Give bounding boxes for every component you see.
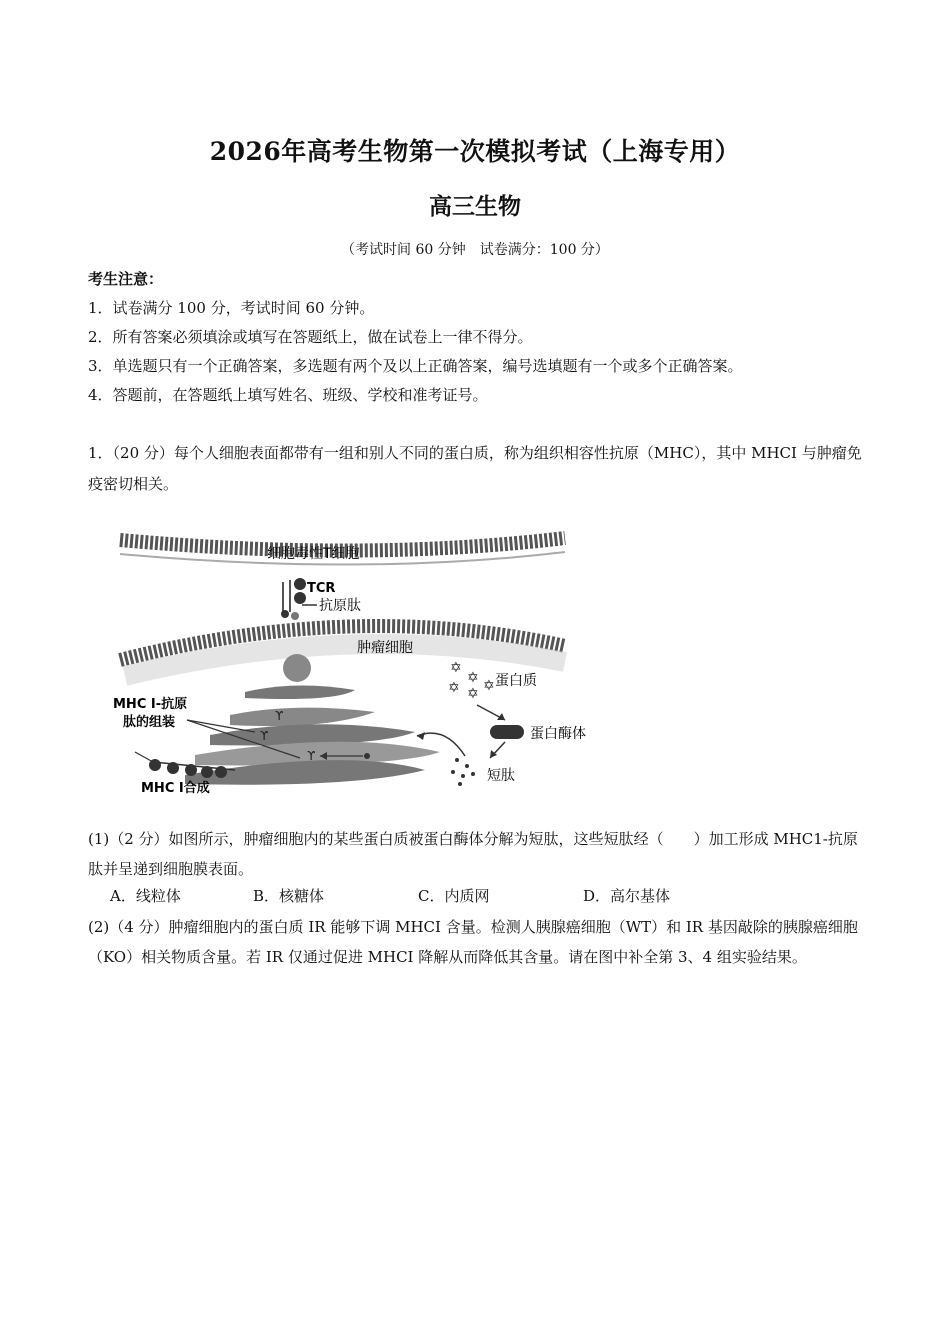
- option-c[interactable]: C．内质网: [418, 887, 490, 905]
- notice-item: 2．所有答案必须填涂或填写在答题纸上，做在试卷上一律不得分。: [88, 328, 533, 346]
- option-d[interactable]: D．高尔基体: [583, 887, 671, 905]
- protein-stars: [448, 660, 495, 702]
- vesicle-shape: [283, 654, 311, 682]
- exam-subtitle: 高三生物: [429, 193, 521, 220]
- question-1-part-1: (1)（2 分）如图所示，肿瘤细胞内的某些蛋白质被蛋白酶体分解为短肽，这些短肽经（ ）加工形成 MHC1-抗原肽并呈递到细胞膜表面。: [88, 830, 858, 878]
- mhc-assembly-label-2: 肽的组装: [123, 715, 176, 730]
- svg-text:✡: ✡: [467, 670, 479, 686]
- notice-item: 4．答题前，在答题纸上填写姓名、班级、学校和准考证号。: [88, 386, 488, 404]
- mhc-icon: ϒ: [307, 749, 316, 763]
- notice-heading: 考生注意：: [88, 270, 164, 288]
- short-peptide-label: 短肽: [487, 768, 515, 784]
- notice-item: 3．单选题只有一个正确答案，多选题有两个及以上正确答案，编号选填题有一个或多个正确答案。: [88, 357, 743, 375]
- golgi-shape: [245, 685, 355, 699]
- proteasome-icon: [490, 725, 524, 739]
- svg-text:✡: ✡: [467, 686, 479, 702]
- short-peptide-dots: [451, 758, 475, 786]
- proteasome-label: 蛋白酶体: [530, 726, 586, 742]
- question-1-stem: 1．（20 分）每个人细胞表面都带有一组和别人不同的蛋白质，称为组织相容性抗原（MHC），其中 MHCI 与肿瘤免疫密切相关。: [88, 444, 862, 493]
- protein-label: 蛋白质: [495, 673, 537, 689]
- svg-text:✡: ✡: [450, 660, 462, 676]
- mhc-assembly-label-1: MHC I-抗原: [113, 697, 188, 712]
- tcr-icon: [281, 578, 306, 620]
- t-cell-label: 细胞毒性T细胞: [267, 546, 360, 562]
- er-layer-1: [230, 708, 375, 726]
- exam-title: 2026年高考生物第一次模拟考试（上海专用）: [209, 137, 741, 166]
- svg-text:✡: ✡: [448, 680, 460, 696]
- mhc-icon: ϒ: [275, 709, 284, 723]
- mhc-icon: ϒ: [260, 729, 269, 743]
- question-1-part-2: (2)（4 分）肿瘤细胞内的蛋白质 IR 能够下调 MHCI 含量。检测人胰腺癌细胞（WT）和 IR 基因敲除的胰腺癌细胞（KO）相关物质含量。若 IR 仅通过促进 MHCI 降解从而降低其含量。请在图中补全第 3、4 组实验结果。: [88, 918, 858, 966]
- option-a[interactable]: A．线粒体: [110, 887, 181, 905]
- tumor-cell-label: 肿瘤细胞: [357, 640, 413, 656]
- mhc-synthesis-label: MHC I合成: [141, 781, 210, 796]
- exam-info: （考试时间 60 分钟 试卷满分：100 分）: [341, 242, 609, 258]
- notice-item: 1．试卷满分 100 分，考试时间 60 分钟。: [88, 299, 375, 317]
- option-b[interactable]: B．核糖体: [253, 887, 325, 905]
- mhc-antigen-presentation-figure: [95, 520, 615, 802]
- antigen-peptide-label: 抗原肽: [319, 598, 361, 614]
- svg-text:✡: ✡: [483, 678, 495, 694]
- tcr-label: TCR: [307, 581, 336, 596]
